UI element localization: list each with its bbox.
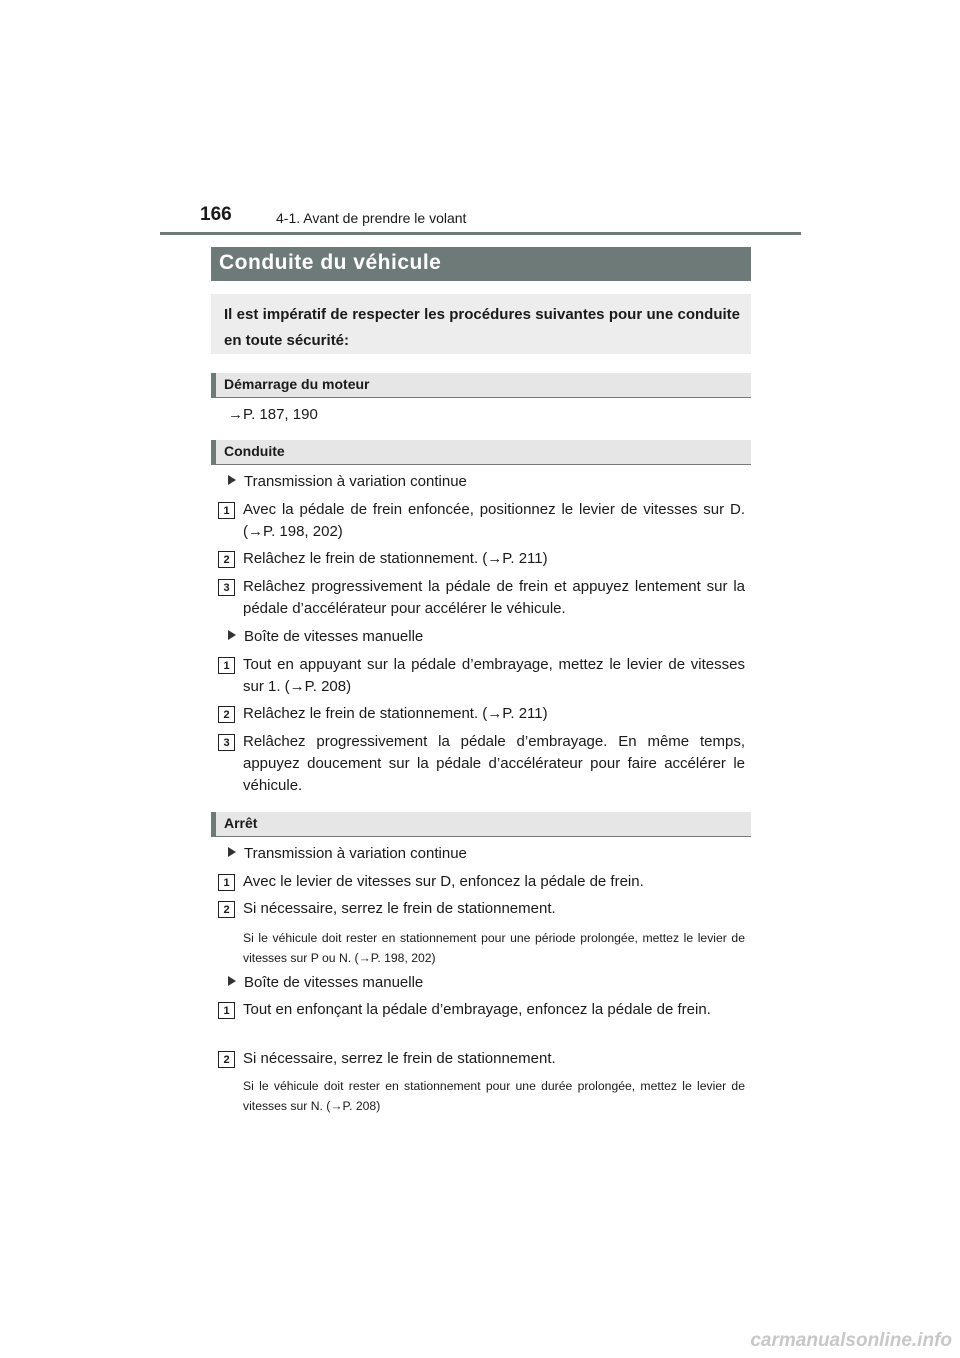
demarrage-page-ref: →P. 187, 190: [228, 406, 318, 423]
arret-manual-bullet: [228, 974, 423, 991]
step-text: Avec la pédale de frein enfoncée, positionnez le levier de vitesses sur D. (→P. 198, 202): [243, 501, 745, 540]
step-text: Avec le levier de vitesses sur D, enfoncez la pédale de frein.: [243, 873, 644, 890]
step-text: Si nécessaire, serrez le frein de stationnement.: [243, 1050, 556, 1067]
conduite-manual-bullet: [228, 628, 423, 645]
subheading-demarrage-label: Démarrage du moteur: [224, 376, 370, 392]
arret-manual-label: Boîte de vitesses manuelle: [244, 974, 424, 991]
watermark: carmanualsonline.info: [750, 1330, 952, 1351]
step-text: Relâchez progressivement la pédale de frein et appuyez lentement sur la pédale d’accélérateur pour accélérer le véhicule.: [243, 578, 745, 617]
step-number-badge: 2: [218, 901, 235, 918]
subheading-demarrage: [211, 373, 751, 398]
step-number-badge: 1: [218, 874, 235, 891]
step-note: Si le véhicule doit rester en stationnement pour une durée prolongée, mettez le levier de vitesses sur N. (→P. 208): [243, 1079, 745, 1113]
arret-cvt-label: Transmission à variation continue: [244, 845, 467, 862]
step-text: Relâchez le frein de stationnement. (→P. 211): [243, 705, 548, 722]
page-header: [200, 204, 800, 234]
triangle-bullet-icon: [228, 630, 236, 640]
step-note: Si le véhicule doit rester en stationnement pour une période prolongée, mettez le levier de vitesses sur P ou N. (→P. 198, 202): [243, 931, 745, 965]
subheading-conduite-label: Conduite: [224, 443, 285, 459]
header-divider: [160, 232, 801, 235]
subheading-conduite: [211, 440, 751, 465]
step-number-badge: 3: [218, 579, 235, 596]
conduite-cvt-bullet: [228, 473, 467, 490]
step-number-badge: 1: [218, 502, 235, 519]
step-number-badge: 2: [218, 551, 235, 568]
step-number-badge: 1: [218, 1002, 235, 1019]
step-text: Si nécessaire, serrez le frein de stationnement.: [243, 900, 556, 917]
step-text: Tout en enfonçant la pédale d’embrayage, enfoncez la pédale de frein.: [243, 1001, 711, 1018]
intro-text: Il est impératif de respecter les procédures suivantes pour une conduite en toute sécurité:: [224, 306, 740, 349]
step-number-badge: 3: [218, 734, 235, 751]
triangle-bullet-icon: [228, 847, 236, 857]
section-label: 4-1. Avant de prendre le volant: [276, 210, 467, 226]
triangle-bullet-icon: [228, 976, 236, 986]
intro-box: [211, 294, 751, 354]
conduite-cvt-label: Transmission à variation continue: [244, 473, 467, 490]
page-title: Conduite du véhicule: [219, 251, 442, 274]
conduite-manual-label: Boîte de vitesses manuelle: [244, 628, 424, 645]
arret-cvt-bullet: [228, 845, 467, 862]
subheading-arret-label: Arrêt: [224, 815, 258, 831]
step-number-badge: 1: [218, 657, 235, 674]
subheading-arret: [211, 812, 751, 837]
step-text: Relâchez progressivement la pédale d’embrayage. En même temps, appuyez doucement sur la pédale d’accélérateur pour faire accélérer le véhicule.: [243, 733, 745, 794]
step-number-badge: 2: [218, 1051, 235, 1068]
step-number-badge: 2: [218, 706, 235, 723]
triangle-bullet-icon: [228, 475, 236, 485]
step-text: Relâchez le frein de stationnement. (→P. 211): [243, 550, 548, 567]
page-number: 166: [200, 204, 232, 225]
title-bar: [211, 247, 751, 281]
step-text: Tout en appuyant sur la pédale d’embrayage, mettez le levier de vitesses sur 1. (→P. 208): [243, 656, 745, 695]
